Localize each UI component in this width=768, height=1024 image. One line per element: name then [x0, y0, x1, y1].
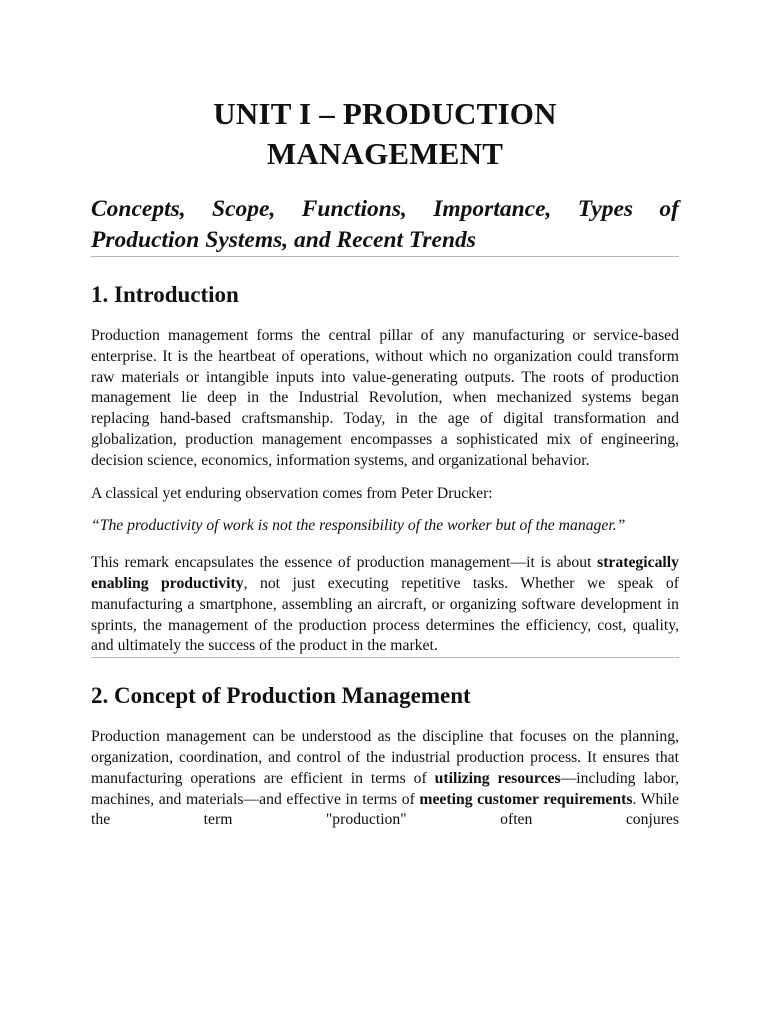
- remark-bold: strategically enabling productivity: [91, 554, 679, 592]
- divider: [91, 657, 679, 658]
- quote-lead-paragraph: A classical yet enduring observation comes from Peter Drucker:: [91, 484, 493, 502]
- document-content: [91, 94, 679, 831]
- remark-text-b: , not just executing repetitive tasks. Whether we speak of manufacturing a smartphone, assembling an aircraft, or organizing software development in sprints, the management of the production process determines the efficiency, cost, quality, and ultimately the success of the product in the market.: [91, 574, 679, 655]
- concept-text-c: . While the term "production" often conjures: [91, 790, 679, 829]
- document-title: [91, 94, 679, 174]
- section-heading-concept: 2. Concept of Production Management: [91, 683, 471, 709]
- concept-bold-2: meeting customer requirements: [419, 790, 633, 808]
- intro-paragraph: Production management forms the central pillar of any manufacturing or service-based enterprise. It is the heartbeat of operations, without which no organization could transform raw materials or intangible inputs into value-generating outputs. The roots of production management lie deep in the Industrial Revolution, when mechanized systems began replacing hand-based craftsmanship. Today, in the age of digital transformation and globalization, production management encompasses a sophisticated mix of engineering, decision science, economics, information systems, and organizational behavior.: [91, 327, 679, 469]
- section-heading-introduction: 1. Introduction: [91, 282, 239, 307]
- title-line-1: UNIT I – PRODUCTION: [213, 96, 557, 131]
- concept-paragraph: [91, 727, 679, 831]
- concept-text-a: Production management can be understood as the discipline that focuses on the planning, organization, coordination, and control of the industrial production process. It ensures that manufacturing operations are efficient in terms of: [91, 728, 679, 787]
- drucker-quote: “The productivity of work is not the responsibility of the worker but of the manager.”: [91, 517, 626, 535]
- concept-bold-1: utilizing resources: [434, 769, 561, 787]
- title-line-2: MANAGEMENT: [266, 136, 504, 171]
- document-subtitle: Concepts, Scope, Functions, Importance, Types of Production Systems, and Recent Trends: [91, 196, 679, 253]
- remark-paragraph: [91, 553, 679, 657]
- divider: [91, 256, 679, 257]
- concept-text-b: —including labor, machines, and materials—and effective in terms of: [91, 769, 679, 808]
- remark-text-a: This remark encapsulates the essence of production management—it is about: [91, 554, 598, 572]
